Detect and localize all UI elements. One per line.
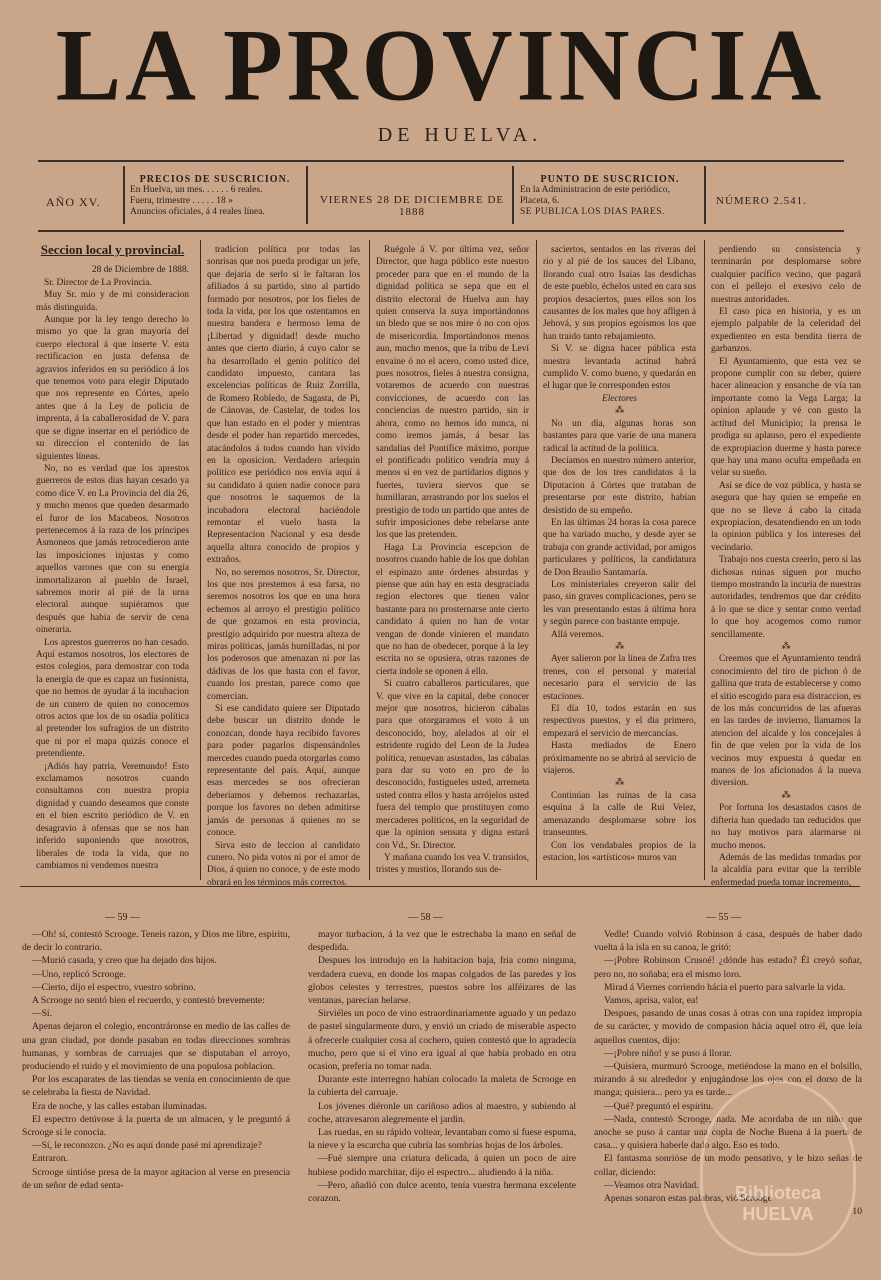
header-rule-top bbox=[38, 160, 844, 162]
paragraph: El fantasma sonrióse de un modo pensativo, y le hizo señas de collar, diciendo: bbox=[594, 1153, 862, 1178]
column-rule bbox=[369, 240, 370, 880]
page-number: — 58 — bbox=[408, 912, 443, 923]
paragraph: El Ayuntamiento, que esta vez se propone cumplir con su deber, quiere hacer alineacion y ensanche de vía tan importante como la Vega Larga; la opinion aplaude y vé con gusto la actitud del Municipio; la prensa le prodiga su aplauso, pero el expediente de expropiacion duerme y hasta parece que hay una mano oculta empeñada en velar su sueño. bbox=[711, 356, 861, 479]
paragraph: Despues, pasando de unas cosas á otras con una rapidez impropia de su carácter, y movido de compasion hácia aquel otro él, que leía aquellos cuentos, dijo: bbox=[594, 1008, 862, 1046]
paragraph: Sirva esto de leccion al candidato cunero. No pida votos ni por el amor de Dios, á quien no conoce, y de este modo obrará en los términos más correctos. bbox=[207, 840, 360, 888]
paragraph: —Sí, le reconozco. ¿No es aquí donde pasé mi aprendizaje? bbox=[32, 1140, 262, 1152]
paragraph: Ruégole á V. por última vez, señor Director, que haga público este nuestro proceder para que en el mundo de la dignidad política se sepa que en el distrito electoral de Huelva aun hay quien conserva la suya importándonos un bledo que se nos mire ó no con ojos de misericordia. Importándonos menos aun, mucho menos, que la tribu de Leví envaine ó no el acero, como usted dice, pues nosotros, fieles á nuestra consigna, votaremos de acuerdo con nuestras convicciones, de acuerdo con las conciencias de nuestro partido, sin ir ahora, como no hemos ido nunca, ni como iremos jamás, á besar las sandalias del Pontífice máximo, porque el pontificado político vendría muy á menos si en vez de partidarios dignos y fuertes, tuviera siervos que se humillaran, arrastrando por los suelos el prestigio de todo un partido que antes de sufrir imposiciones debe rebelarse ante los que las pretenden. bbox=[376, 245, 529, 541]
punto-line: Placeta, 6. bbox=[520, 196, 560, 206]
page-number: — 59 — bbox=[105, 912, 140, 923]
paragraph: —Nada, contestó Scrooge, nada. Me acordaba de un niño que anoche se puso á cantar una copla de Noche Buena á la puerta de casa... y quisiera haberle dado algo. Eso es todo. bbox=[594, 1113, 862, 1152]
paragraph: Por fortuna los desastados casos de difteria han quedado tan reducidos que no hay motivos para alarmarse ni mucho menos. bbox=[711, 803, 861, 851]
letter-date: 28 de Diciembre de 1888. bbox=[91, 265, 189, 276]
paragraph: perdiendo su consistencia y terminarán por desplomarse sobre cualquier pacífico vecino, que pagará con el pellejo el exesivo celo de nuestras autoridades. bbox=[711, 245, 861, 305]
paragraph: Despues los introdujo en la habitacion baja, fria como ninguna, verdadera cueva, en donde los mapas colgados de las paredes y los globos celestes y terrestres, puestos sobre los alféizares de las ventanas, parecían helarse. bbox=[308, 955, 576, 1007]
paragraph: Los jóvenes diéronle un cariñoso adios al maestro, y subiendo al coche, atravesaron alegremente el jardin. bbox=[308, 1100, 576, 1125]
newspaper-subtitle: DE HUELVA. bbox=[377, 124, 543, 146]
paragraph: El caso pica en historia, y es un ejemplo palpable de la celeridad del expedienteo en esta bendita tierra de garbanzos. bbox=[711, 307, 861, 355]
precios-line: En Huelva, un mes. . . . . . 6 reales. bbox=[130, 185, 263, 195]
paragraph: Los ministeriales creyeron salir del paso, sin graves complicaciones, pero se les van presentando estas á última hora y según parece con bastante empuje. bbox=[543, 579, 696, 628]
header-divider bbox=[123, 166, 125, 224]
paragraph: —¡Pobre Robinson Crusoé! ¿dónde has estado? Él creyó soñar, pero no, no soñaba; era el mismo loro. bbox=[594, 955, 862, 980]
year-label: AÑO XV. bbox=[46, 195, 101, 209]
paragraph: El espectro detúvose á la puerta de un almacen, y le preguntó á Scrooge si le conocía. bbox=[22, 1113, 290, 1139]
page-number: — 55 — bbox=[706, 912, 741, 923]
paragraph: Continúan las ruinas de la casa esquina á la calle de Rui Velez, amenazando desplomarse sobre los transeuntes. bbox=[543, 790, 696, 839]
paragraph: —Sí. bbox=[32, 1008, 52, 1020]
paragraph: Mirad á Viernes corriendo hácia el puerto para salvarle la vida. bbox=[604, 981, 846, 993]
paragraph: Scrooge sintióse presa de la mayor agitacion al verse en presencia de un señor de edad senta- bbox=[22, 1166, 290, 1191]
paragraph: —Pero, añadió con dulce acento, tenía vuestra hermana excelente corazon. bbox=[308, 1179, 576, 1205]
library-stamp-watermark bbox=[700, 1080, 856, 1256]
paragraph: Si cuatro caballeros particulares, que V. que vive en la capital, debe conocer mejor que nosotros, hicieron cábalas para que otorgaramos el voto á un desconocido, hoy, alelados al oír el estridente rugido del Leon de la Judea política, renuevan asustados, las cábalas para dar su voto en pro de lo desconocido, fustigueles usted, arremeta usted contra ellos y hasta arrójelos usted fuera del templo que prostituyen como mercaderes políticos, en la seguridad de que la opinion sensata y digna estará con Vd., Sr. Director. bbox=[376, 679, 529, 851]
paragraph: Era de noche, y las calles estaban iluminadas. bbox=[32, 1100, 208, 1112]
paragraph: Apenas dejaron el colegio, encontráronse en medio de las calles de una gran ciudad, por donde pasaban en todas direcciones sombras humanas, y sombras de carruajes que se disputaban el arroyo, produciendo el ruido y el movimiento de una populosa poblacion. bbox=[22, 1021, 290, 1073]
paragraph: No un día, algunas horas son bastantes para que varíe de una manera radical la actitud de la política. bbox=[543, 418, 696, 454]
paragraph: A Scrooge no sentó bien el recuerdo, y contestó brevemente: bbox=[32, 995, 265, 1007]
stamp-line: HUELVA bbox=[742, 1204, 814, 1224]
paragraph: Durante este interregno habían colocado la maleta de Scrooge en la cubierta del carruaje. bbox=[308, 1074, 576, 1099]
paragraph: mayor turbacion, á la vez que le estrechaba la mano en señal de despedida. bbox=[308, 929, 576, 954]
column-rule bbox=[704, 240, 705, 880]
separator-asterisks: ⁂ bbox=[614, 778, 625, 789]
article-column-1 bbox=[36, 244, 189, 874]
paragraph: Y mañana cuando los vea V. transidos, tristes y mustios, llorando sus de- bbox=[376, 852, 529, 876]
paragraph: Creemos que el Ayuntamiento tendrá conocimiento del tiro de pichon ó de gallina que trata de establecerse y como el sitio escogido para esa distraccion, es de los más concurridos de las afueras en las tardes de invierno, llamamos la atencion del alcalde y los concejales á fin de que velen por la vida de los vecinos muy expuesta á quedar en manos de los aficionados á la nueva diversion. bbox=[711, 654, 861, 789]
newspaper-title: LA PROVINCIA bbox=[55, 9, 826, 123]
paragraph: Los aprestos guerreros no han cesado. Aquí estamos nosotros, los electores de estos colegios, para demostrar con toda la energía de que es capaz un fusionista, que no hemos de ayudar á la incubacion de un cunero de quien no conocemos otros actos que los de su osadía política al pretender los sufragios de un distrito que ni por el mapa quizás conoce el pretendiente. bbox=[36, 637, 189, 760]
punto-line: SE PUBLICA LOS DIAS PARES. bbox=[520, 207, 665, 217]
paragraph: Aunque por la ley tengo derecho lo mismo yo que la gran mayoría del cuerpo electoral á que inserte V. esta rectificacion en justa defensa de agravios inferidos en su periódico á los que tenemos voto para elegir Diputado que nos represente en Córtes, apelo antes que á la Ley de policía de imprenta, á la caballerosidad de V. para que se digne insertar en el periódico de su direccion el contenido de las siguientes líneas. bbox=[36, 315, 189, 462]
paragraph: Allá veremos. bbox=[551, 629, 604, 640]
precios-box bbox=[130, 174, 300, 218]
article-column-3 bbox=[376, 244, 529, 874]
paragraph: —Oh! sí, contestó Scrooge. Teneis razon, y Dios me libre, espíritu, de decir lo contrario. bbox=[22, 929, 290, 954]
header-divider bbox=[512, 166, 514, 224]
paragraph: Por los escaparates de las tiendas se venía en conocimiento de que se celebraba la fiesta de Navidad. bbox=[22, 1074, 290, 1099]
precios-line: Anuncios oficiales, á 4 reales línea. bbox=[130, 207, 265, 217]
paragraph: Sr. Director de La Provincia. bbox=[44, 277, 152, 288]
masthead bbox=[0, 10, 881, 122]
paragraph: Muy Sr. mio y de mi consideracion más distinguida. bbox=[36, 290, 189, 313]
paragraph: En las últimas 24 horas la cosa parece que ha variado mucho, y desde ayer se trabaja con grande actividad, por amigos particulares y políticos, la candidatura de Don Braulio Santamaría. bbox=[543, 517, 696, 578]
article-column-4 bbox=[543, 244, 696, 874]
issue-number: NÚMERO 2.541. bbox=[716, 195, 807, 207]
paragraph: —Murió casada, y creo que ha dejado dos hijos. bbox=[32, 955, 217, 967]
punto-title: PUNTO DE SUSCRICION. bbox=[540, 174, 680, 185]
signature: Electores bbox=[601, 393, 638, 404]
header-divider bbox=[704, 166, 706, 224]
paragraph: ¡Adiós hay patria, Veremundo! Esto exclamamos nosotros cuando consultamos con nuestra propia dignidad y cuando deseamos que conste en el bien escrito periódico de V. en desagravio á ofensas que se nos han inferido suponiendo que nosotros, liberales de toda la vida, que no cambiamos ni vendemos nuestra bbox=[36, 761, 189, 871]
paragraph: —Fué siempre una criatura delicada, á quien un poco de aire hubiese podido marchitar, dijo el espectro... aludiendo á la niña. bbox=[308, 1153, 576, 1178]
separator-asterisks: ⁂ bbox=[614, 642, 625, 652]
column-rule bbox=[536, 240, 537, 880]
paragraph: —Qué? preguntó el espíritu. bbox=[604, 1100, 714, 1112]
serial-column-1 bbox=[22, 928, 290, 1268]
paragraph: Si V. se digna hacer pública esta nuestra levantada actitud habrá cumplido V. como bueno, y quedarán en el lugar que le corresponden estos bbox=[543, 344, 696, 392]
punto-box bbox=[520, 174, 700, 218]
article-column-5 bbox=[711, 244, 861, 888]
paragraph: Así se dice de voz pública, y hasta se asegura que hay quien se empeñe en que no se lleve á cabo la citada expropiacion, desatendiendo en un todo la opinion pública y los intereses del vecindario. bbox=[711, 480, 861, 553]
separator-asterisks: ⁂ bbox=[781, 642, 791, 652]
stamp-line: Biblioteca bbox=[734, 1183, 822, 1203]
paragraph: —¡Pobre niño! y se puso á llorar. bbox=[604, 1047, 732, 1059]
paragraph: Decíamos en nuestro número anterior, que dos de los tres candidatos á la Diputacion á Córtes que trataban de presentarse por este distrito, habían desistido de su empeño. bbox=[543, 455, 696, 516]
article-column-2 bbox=[207, 244, 360, 888]
header-divider bbox=[306, 166, 308, 224]
paragraph: —Veamos otra Navidad. bbox=[604, 1179, 699, 1191]
precios-title: PRECIOS DE SUSCRICION. bbox=[139, 174, 291, 185]
paragraph: Hasta mediados de Enero próximamente no se abrirá al servicio de viajeros. bbox=[543, 741, 696, 777]
paragraph: Sirviéles un poco de vino estraordinariamente aguado y un pedazo de pastel singularmente duro, y envió un criado de miserable aspecto á ofrecerle cualquier cosa al cochero, quien contestó que lo agradecía mucho, pero que si el vino era igual al que había probado en otra ocasion, prefería no tomar nada. bbox=[308, 1008, 576, 1073]
punto-line: En la Administracion de este periódico, bbox=[520, 185, 670, 195]
serial-column-2 bbox=[308, 928, 576, 1268]
paragraph: Apenas sonaron estas palabras, vió Scrooge bbox=[604, 1193, 772, 1205]
paragraph: Además de las medidas tomadas por la alcaldía para evitar que la terrible enfermedad pueda tomar incremento, bbox=[711, 852, 861, 888]
header-rule-bottom bbox=[38, 230, 844, 232]
separator-asterisks: ⁂ bbox=[614, 406, 625, 417]
paragraph: Si ese candidato quiere ser Diputado debe buscar un distrito donde le conozcan, donde haya recibido favores para poder pagarlos dispensándoles mercedes cuando pueda otorgarlas como representante del país. Aquí, aunque esas mercedes se nos ofrecieran deberíamos y debemos rechazarlas, porque los favores no deben admitirse jamás de personas á quienes no se conoce. bbox=[207, 704, 360, 839]
paragraph: Trabajo nos cuesta creerlo, pero si las dichosas ruinas siguen por mucho tiempo mostrando la incuria de nuestras autoridades, tendremos que dar crédito á lo que se dice y sentar como verdad lo que hoy acogemos como rumor sencillamente. bbox=[711, 555, 861, 640]
paragraph: No, no seremos nosotros, Sr. Director, los que nos prestemos á esa farsa, no seremos nosotros los que en una hora echemos al arroyo el prestigio político de que gozamos en esta provincia, prestigio adquirido por nuestra alteza de miras políticas, jamás humilladas, ni por los poderosos que amenazan ni por las dádivas de los que hasta con el favor, cuando los prestan, parece como que comercian. bbox=[207, 567, 360, 702]
paragraph: Vedle! Cuando volvió Robinson á casa, después de haber dado vuelta á la isla en su canoa, le gritó: bbox=[594, 929, 862, 954]
paragraph: Con los vendabales propios de la estacion, los «artísticos» muros van bbox=[543, 840, 696, 863]
paragraph: —Quisiera, murmuró Scrooge, metiéndose la mano en el bolsillo, mirando á su alrededor y enjugándose los ojos con el dorso de la manga; quisiera... pero ya es tarde... bbox=[594, 1061, 862, 1099]
column-rule bbox=[200, 240, 201, 880]
paragraph: Las ruedas, en su rápido voltear, levantaban como si fuese espuma, la nieve y la escarcha que cubría las sombrías hojas de los árboles. bbox=[308, 1127, 576, 1152]
paragraph: No, no es verdad que los aprestos guerreros de estos dias hayan cesado ya como dice V. en La Provincia del dia 26, y mucho menos que queden desarmado el furor de los Macabeos. Nosotros pertenecemos á la raza de los príncipes Asmoneos que jamás retrocedieron ante las imposiciones injustas y como aquellos varones que con su energía inmortalizaron al pueblo de Israel, sabremos morir al pié de la urna electoral aunque supiéramos que después que había de servir de cena oineraria. bbox=[36, 463, 189, 636]
paragraph: Entraron. bbox=[32, 1153, 68, 1165]
signature-mark: 10 bbox=[852, 1206, 862, 1218]
paragraph: —Cierto, dijo el espectro, vuestro sobrino. bbox=[32, 981, 196, 993]
paragraph: Ayer salieron por la línea de Zafra tres trenes, con el personal y material necesario para el servicio de las estaciones. bbox=[543, 654, 696, 702]
paragraph: —Uno, replicó Scrooge. bbox=[32, 968, 126, 980]
paragraph: tradicion política por todas las sonrisas que nos pueda prodigar un jefe, que dejaría de serlo si le faltaran los afiliados á su partido, sino al partido formado por nosotros, por los fieles de toda la vida, por los que ostentamos en nuestra bandera e hermoso lema de ¡Libertad y dignidad! desde mucho antes que cierto diario, á cuyo calor se ha desarrollado el genio político del candidato impuesto, cantara las excelencias políticas de Ruiz Zorrilla, de Romero Robledo, de Sagasta, de Pi, de Cánovas, de Castelar, de todos los que han estado en el poder y mientras desde el poder han repartido mercedes, atacándolos á todos cuando han vivido en la oposicion. Verdadero arlequin político ese periódico nos envía aquí á su candidato á quien nadie conoce para que nosotros le saquemos de la incubadora electoral haciéndole remontar el vuelo hasta la Representacion Nacional y esa desde aquella altura conocido de propios y extraños. bbox=[207, 245, 360, 566]
paragraph: Vamos, aprisa, valor, ea! bbox=[604, 995, 699, 1007]
paragraph: El día 10, todos estarán en sus respectivos puestos, y el día primero, empezará el servicio de mercancías. bbox=[543, 704, 696, 739]
issue-date: VIERNES 28 DE DICIEMBRE DE 1888 bbox=[319, 194, 505, 218]
precios-line: Fuera, trimestre . . . . . 18 » bbox=[130, 196, 233, 206]
separator-asterisks: ⁂ bbox=[781, 790, 791, 801]
paragraph: Haga La Provincia escepcion de nosotros cuando hable de los que doblan el espinazo ante órdenes absurdas y piense que aún hay en esta desgraciada region electores que tienen valor bastante para no prosternarse ante cierto candidato á quien no han de votar vengan de donde vinieren el mandato que no han de obedecer, porque á la ley escrita no se opusiera, otras razones de cierta índole se oponen á ello. bbox=[376, 542, 529, 677]
paragraph: saciertos, sentados en las riveras del rio y al pié de los sauces del Líbano, llorando cual otro Isaias las desdichas de este pueblo, échelos usted en cara sus propios desaciertos, pues ellos son los causantes de los males que hoy afligen á Jehová, y sus propios egoismos los que han traido tanto rebajamiento. bbox=[543, 245, 696, 342]
section-heading: Seccion local y provincial. bbox=[40, 242, 185, 257]
